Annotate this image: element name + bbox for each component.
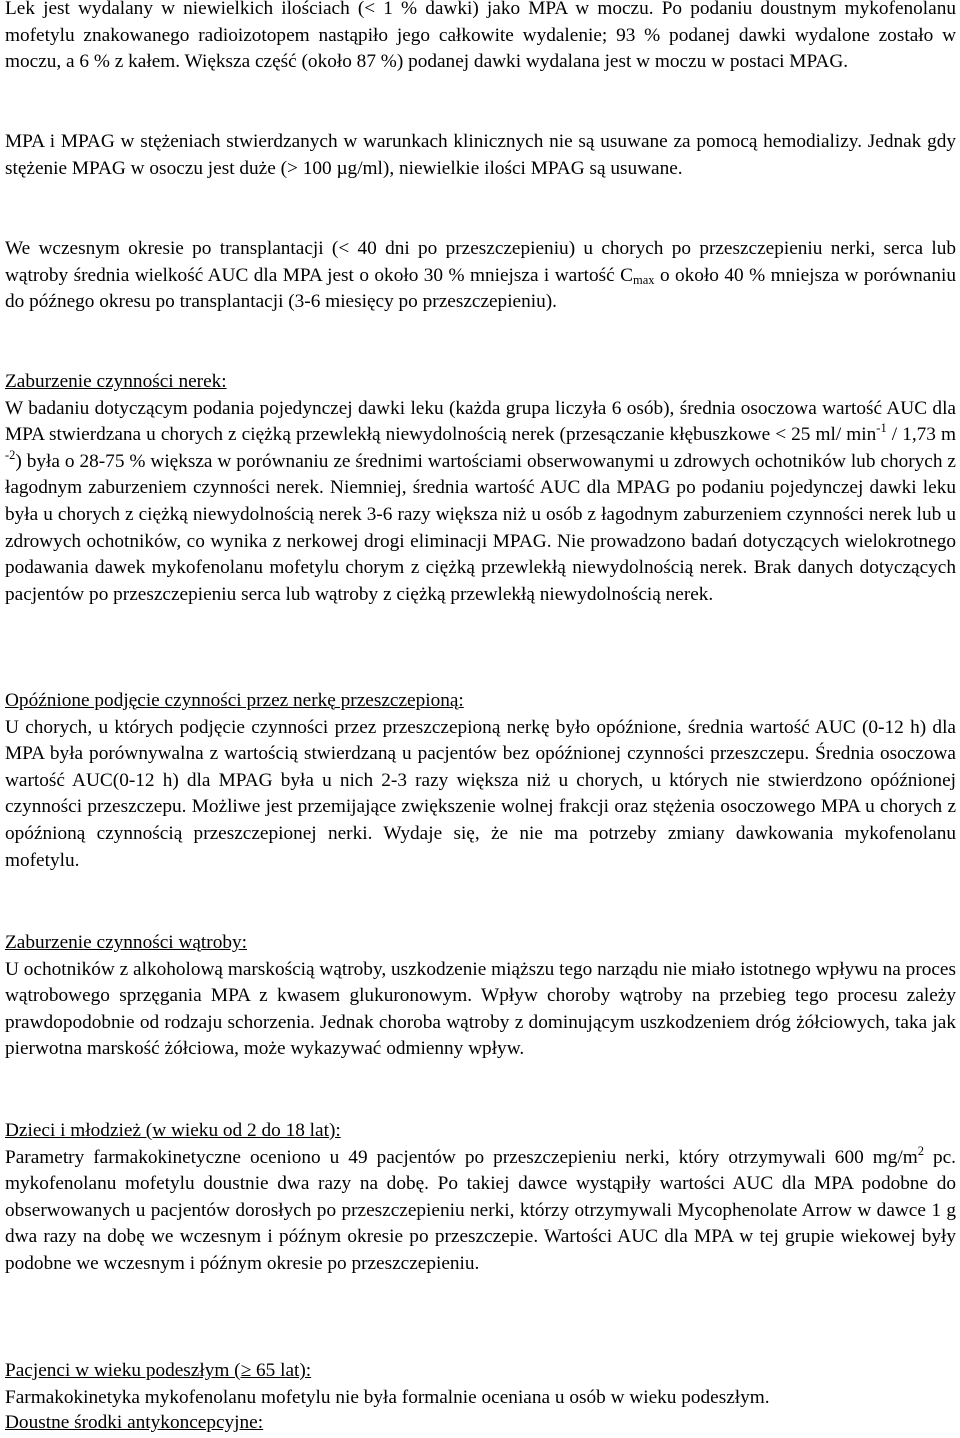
paragraph-text: U ochotników z alkoholową marskością wątroby, uszkodzenie miąższu tego narządu nie miało istotnego wpływu na proces wątrobowego sprzęgania MPA z kwasem glukuronowym. Wpływ choroby wątroby na przebieg tego procesu zależy prawdopodobnie od rodzaju schorzenia. Jednak choroba wątroby z dominującym uszkodzeniem dróg żółciowych, taka jak pierwotna marskość żółciowa, może wykazywać odmienny wpływ. — [5, 958, 956, 1060]
paragraph-hemodialysis — [5, 129, 956, 182]
superscript: 2 — [917, 1143, 924, 1158]
paragraph-text: / 1,73 m — [886, 424, 956, 446]
section-oral-contraceptives — [5, 1410, 956, 1437]
superscript: -2 — [5, 447, 16, 462]
section-heading: Dzieci i młodzież (w wieku od 2 do 18 lat): — [5, 1120, 341, 1141]
section-heading: Zaburzenie czynności nerek: — [5, 371, 227, 392]
section-heading: Doustne środki antykoncepcyjne: — [5, 1412, 264, 1433]
section-heading: Zaburzenie czynności wątroby: — [5, 932, 247, 953]
section-elderly — [5, 1358, 956, 1411]
paragraph-excretion — [5, 0, 956, 76]
superscript: -1 — [876, 421, 887, 436]
paragraph-text: o około 40 % mniejsza w porównaniu do późnego okresu po transplantacji (3-6 miesięcy po przeszczepieniu). — [5, 264, 956, 313]
paragraph-text: W badaniu dotyczącym podania pojedynczej dawki leku (każda grupa liczyła 6 osób), średnia osoczowa wartość AUC dla MPA stwierdzana u chorych z ciężką przewlekłą niewydolnością nerek (przesączanie kłębuszkowe < 25 ml/ min — [5, 397, 956, 446]
paragraph-early-transplant — [5, 236, 956, 316]
paragraph-text: MPA i MPAG w stężeniach stwierdzanych w warunkach klinicznych nie są usuwane za pomocą hemodializy. Jednak gdy stężenie MPAG w osoczu jest duże (> 100 µg/ml), niewielkie ilości MPAG są usuwane. — [5, 131, 956, 179]
paragraph-text: U chorych, u których podjęcie czynności przez przeszczepioną nerkę było opóźnione, średnia wartość AUC (0-12 h) dla MPA była porównywalna z wartością stwierdzaną u pacjentów bez opóźnionej czynności przeszczepu. Średnia osoczowa wartość AUC(0-12 h) dla MPAG była u nich 2-3 razy większa niż u chorych, u których nie stwierdzono opóźnionej czynności przeszczepu. Możliwe jest przemijające zwiększenie wolnej frakcji oraz stężenia osoczowego MPA u chorych z opóźnioną czynnością przeszczepionej nerki. Wydaje się, że nie ma potrzeby zmiany dawkowania mykofenolanu mofetylu. — [5, 716, 956, 871]
section-hepatic-impairment — [5, 930, 956, 1063]
subscript: max — [632, 272, 655, 287]
paragraph-text: ) była o 28-75 % większa w porównaniu ze średnimi wartościami obserwowanymi u zdrowych ochotników lub chorych z łagodnym zaburzeniem czynności nerek. Niemniej, średnia wartość AUC dla MPAG po podaniu pojedynczej dawki leku była u chorych z ciężką niewydolnością nerek 3-6 razy większa niż u osób z łagodnym zaburzeniem czynności nerek lub u zdrowych ochotników, co wynika z nerkowej drogi eliminacji MPAG. Nie prowadzono badań dotyczących wielokrotnego podawania dawek mykofenolanu mofetylu chorym z ciężką przewlekłą niewydolnością nerek. Brak danych dotyczących pacjentów po przeszczepieniu serca lub wątroby z ciężką przewlekłą niewydolnością nerek. — [5, 450, 956, 605]
section-heading: Pacjenci w wieku podeszłym (≥ 65 lat): — [5, 1360, 312, 1381]
paragraph-text: Farmakokinetyka mykofenolanu mofetylu nie była formalnie oceniana u osób w wieku podeszłym. — [5, 1386, 770, 1408]
paragraph-text: Parametry farmakokinetyczne oceniono u 49 pacjentów po przeszczepieniu nerki, który otrzymywali 600 mg/m — [5, 1146, 918, 1168]
section-delayed-graft-function — [5, 688, 956, 874]
paragraph-text: We wczesnym okresie po transplantacji (< 40 dni po przeszczepieniu) u chorych po przeszczepieniu nerki, serca lub wątroby średnia wielkość AUC dla MPA jest o około 30 % mniejsza i wartość C — [5, 238, 956, 286]
section-heading: Opóźnione podjęcie czynności przez nerkę przeszczepioną: — [5, 690, 464, 711]
paragraph-text: pc. mykofenolanu mofetylu doustnie dwa razy na dobę. Po takiej dawce wystąpiły wartości AUC dla MPA podobne do obserwowanych u pacjentów dorosłych po przeszczepieniu nerki, którzy otrzymywali Mycophenolate Arrow w dawce 1 g dwa razy na dobę we wczesnym i późnym okresie po przeszczepie. Wartości AUC dla MPA w tej grupie wiekowej były podobne we wczesnym i późnym okresie po przeszczepieniu. — [5, 1146, 957, 1274]
paragraph-text: Lek jest wydalany w niewielkich ilościach (< 1 % dawki) jako MPA w moczu. Po podaniu doustnym mykofenolanu mofetylu znakowanego radioizotopem nastąpiło jego całkowite wydalenie; 93 % podanej dawki wydalone zostało w moczu, a 6 % z kałem. Większa część (około 87 %) podanej dawki wydalana jest w moczu w postaci MPAG. — [5, 0, 956, 73]
section-renal-impairment — [5, 369, 956, 608]
section-pediatric — [5, 1118, 956, 1278]
